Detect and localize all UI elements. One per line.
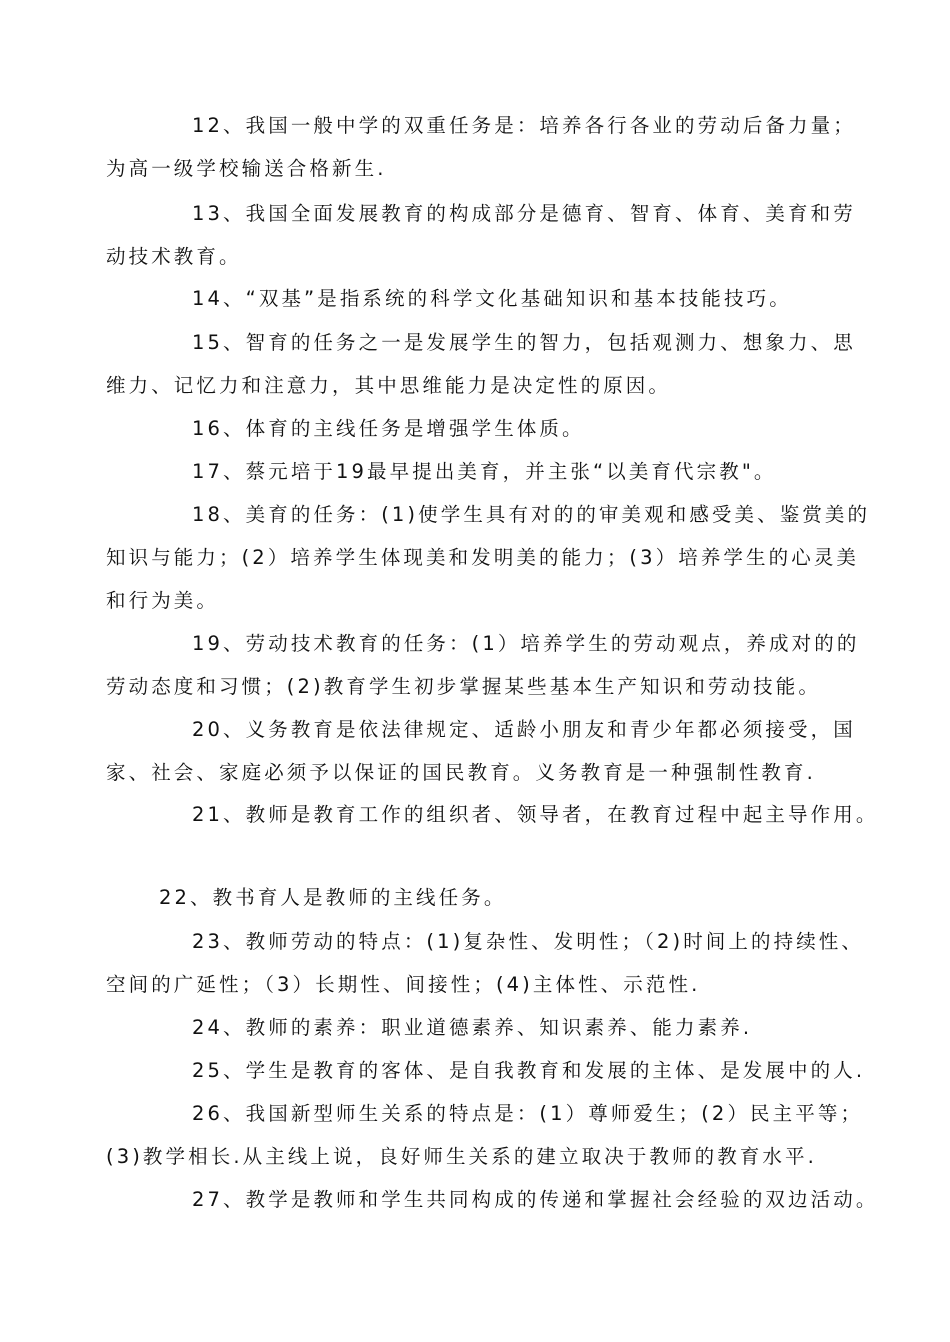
- item-18-line-1: 18、美育的任务：(1)使学生具有对的的审美观和感受美、鉴赏美的: [192, 503, 871, 526]
- item-19-line-2: 劳动态度和习惯；(2)教育学生初步掌握某些基本生产知识和劳动技能。: [106, 675, 821, 698]
- item-12-line-1: 12、我国一般中学的双重任务是：培养各行各业的劳动后备力量；: [192, 114, 856, 137]
- item-21-line-1: 21、教师是教育工作的组织者、领导者，在教育过程中起主导作用。: [192, 803, 879, 826]
- item-27-line-1: 27、教学是教师和学生共同构成的传递和掌握社会经验的双边活动。: [192, 1188, 879, 1211]
- item-17-line-1: 17、蔡元培于19最早提出美育，并主张“以美育代宗教"。: [192, 460, 777, 483]
- item-25-line-1: 25、学生是教育的客体、是自我教育和发展的主体、是发展中的人.: [192, 1059, 866, 1082]
- item-20-line-2: 家、社会、家庭必须予以保证的国民教育。义务教育是一种强制性教育.: [106, 761, 816, 784]
- item-13-line-1: 13、我国全面发展教育的构成部分是德育、智育、体育、美育和劳: [192, 202, 856, 225]
- item-26-line-1: 26、我国新型师生关系的特点是：(1）尊师爱生；(2）民主平等；: [192, 1102, 864, 1125]
- item-16-line-1: 16、体育的主线任务是增强学生体质。: [192, 417, 585, 440]
- item-26-line-2: (3)教学相长.从主线上说，良好师生关系的建立取决于教师的教育水平.: [106, 1145, 817, 1168]
- item-14-line-1: 14、“双基”是指系统的科学文化基础知识和基本技能技巧。: [192, 287, 792, 310]
- item-18-line-3: 和行为美。: [106, 589, 220, 612]
- item-22-line-1: 22、教书育人是教师的主线任务。: [159, 886, 507, 909]
- item-24-line-1: 24、教师的素养：职业道德素养、知识素养、能力素养.: [192, 1016, 753, 1039]
- item-12-line-2: 为高一级学校输送合格新生.: [106, 157, 387, 180]
- item-23-line-1: 23、教师劳动的特点：(1)复杂性、发明性；（2)时间上的持续性、: [192, 930, 864, 953]
- item-13-line-2: 动技术教育。: [106, 245, 242, 268]
- item-15-line-1: 15、智育的任务之一是发展学生的智力，包括观测力、想象力、思: [192, 331, 856, 354]
- item-20-line-1: 20、义务教育是依法律规定、适龄小朋友和青少年都必须接受，国: [192, 718, 856, 741]
- item-23-line-2: 空间的广延性；（3）长期性、间接性；(4)主体性、示范性.: [106, 973, 701, 996]
- item-15-line-2: 维力、记忆力和注意力，其中思维能力是决定性的原因。: [106, 374, 672, 397]
- item-19-line-1: 19、劳动技术教育的任务：(1）培养学生的劳动观点，养成对的的: [192, 632, 860, 655]
- item-18-line-2: 知识与能力；(2）培养学生体现美和发明美的能力；(3）培养学生的心灵美: [106, 546, 860, 569]
